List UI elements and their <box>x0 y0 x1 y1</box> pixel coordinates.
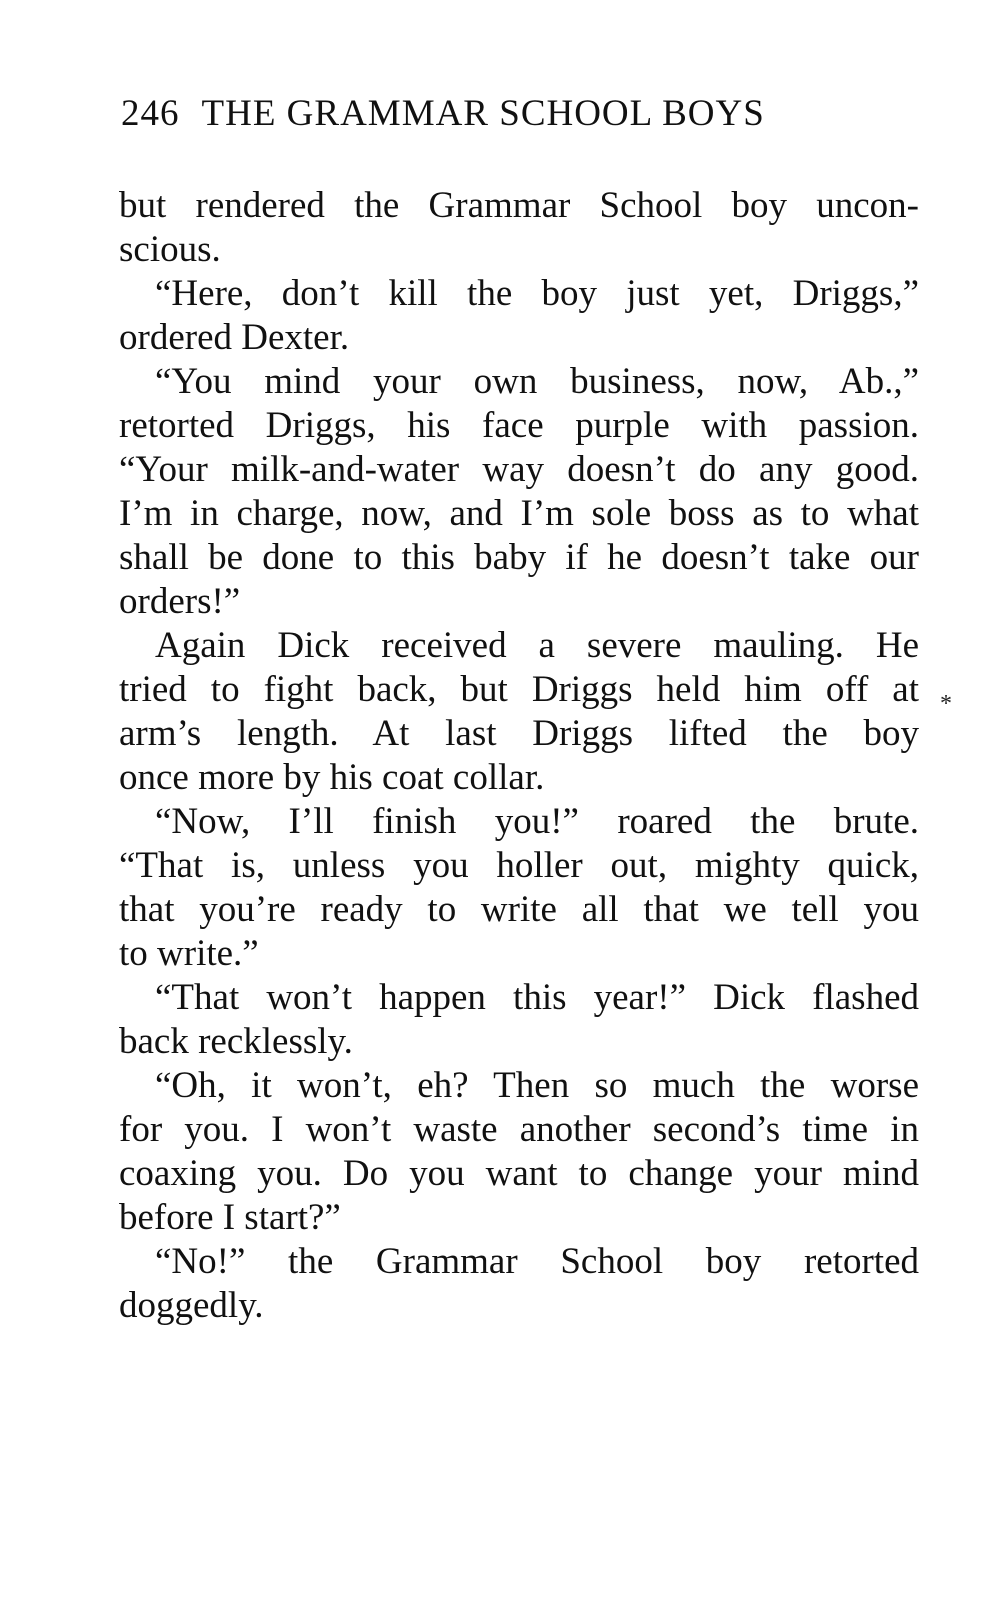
text-line: arm’s length. At last Driggs lifted the boy <box>119 713 919 754</box>
page-number: 246 <box>121 93 180 134</box>
text-line: shall be done to this baby if he doesn’t take our <box>119 537 919 578</box>
text-line: “That is, unless you holler out, mighty quick, <box>119 845 919 886</box>
text-line: “Now, I’ll finish you!” roared the brute. <box>155 801 919 842</box>
margin-mark: * <box>940 691 952 717</box>
text-line: before I start?” <box>119 1197 341 1238</box>
text-line: tried to fight back, but Driggs held him off at <box>119 669 919 710</box>
text-line: “You mind your own business, now, Ab.,” <box>155 361 919 402</box>
text-line: “Oh, it won’t, eh? Then so much the worse <box>155 1065 919 1106</box>
text-line: “No!” the Grammar School boy retorted <box>155 1241 919 1282</box>
body-text <box>119 184 919 1328</box>
text-line: retorted Driggs, his face purple with passion. <box>119 405 919 446</box>
text-line: but rendered the Grammar School boy uncon- <box>119 185 919 226</box>
running-title: THE GRAMMAR SCHOOL BOYS <box>201 93 765 134</box>
text-line: Again Dick received a severe mauling. He <box>155 625 919 666</box>
text-line: that you’re ready to write all that we tell you <box>119 889 919 930</box>
text-line: once more by his coat collar. <box>119 757 545 798</box>
text-line: to write.” <box>119 933 259 974</box>
text-line: I’m in charge, now, and I’m sole boss as to what <box>119 493 919 534</box>
text-line: scious. <box>119 229 221 270</box>
text-line: “That won’t happen this year!” Dick flashed <box>155 977 919 1018</box>
text-line: ordered Dexter. <box>119 317 350 358</box>
text-line: for you. I won’t waste another second’s time in <box>119 1109 919 1150</box>
running-head <box>121 92 871 135</box>
text-line: “Your milk-and-water way doesn’t do any good. <box>119 449 919 490</box>
text-line: “Here, don’t kill the boy just yet, Driggs,” <box>155 273 919 314</box>
text-line: doggedly. <box>119 1285 264 1326</box>
text-line: back recklessly. <box>119 1021 353 1062</box>
text-line: coaxing you. Do you want to change your mind <box>119 1153 919 1194</box>
text-line: orders!” <box>119 581 241 622</box>
